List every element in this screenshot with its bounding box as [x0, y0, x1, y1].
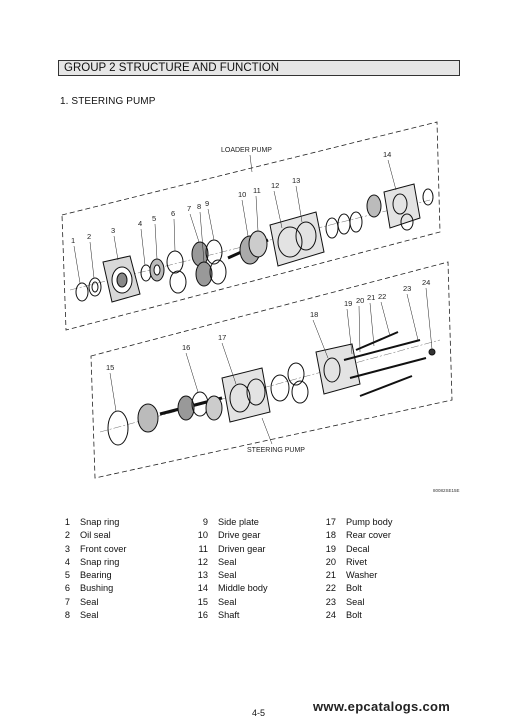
parts-list-item: 23 Seal	[325, 596, 365, 607]
figure-code: 80082SE15E	[433, 488, 460, 493]
parts-list-item: 21 Washer	[325, 570, 378, 581]
callout-15: 15	[106, 363, 115, 372]
callout-19: 19	[344, 299, 353, 308]
watermark: www.epcatalogs.com	[313, 699, 451, 714]
callout-23: 23	[403, 284, 412, 293]
page-number: 4-5	[252, 708, 266, 718]
steering-pump-boundary	[91, 262, 452, 478]
parts-list-item: 9 Side plate	[202, 517, 259, 527]
callout-1: 1	[71, 236, 76, 245]
section-title: 1. STEERING PUMP	[60, 96, 156, 107]
parts-list-item: 6 Bushing	[64, 583, 114, 594]
callout-3: 3	[111, 226, 116, 235]
parts-list-item: 17 Pump body	[325, 517, 393, 527]
callout-20: 20	[356, 296, 365, 305]
callout-13: 13	[292, 176, 301, 185]
parts-list-column-3	[318, 516, 392, 622]
parts-list-item: 22 Bolt	[325, 583, 362, 594]
loader-pump-label: LOADER PUMP	[221, 147, 272, 154]
callout-11: 11	[253, 186, 261, 195]
callout-7: 7	[187, 204, 192, 213]
parts-list-item: 11 Driven gear	[198, 543, 266, 554]
parts-list-item: 20 Rivet	[325, 556, 367, 567]
steering-pump-label: STEERING PUMP	[247, 447, 305, 454]
parts-list-item: 5 Bearing	[64, 570, 112, 581]
steering-pump-parts	[108, 332, 435, 445]
callout-12: 12	[271, 181, 280, 190]
callout-21: 21	[367, 293, 376, 302]
parts-list-item: 14 Middle body	[197, 583, 268, 594]
callout-6: 6	[171, 209, 176, 218]
parts-list-item: 4 Snap ring	[64, 556, 120, 567]
parts-list-item: 18 Rear cover	[325, 530, 391, 541]
parts-list-item: 12 Seal	[197, 556, 237, 567]
callout-9: 9	[205, 199, 210, 208]
parts-list-item: 3 Front cover	[64, 543, 127, 554]
group-header: GROUP 2 STRUCTURE AND FUNCTION	[58, 60, 460, 76]
callout-5: 5	[152, 214, 157, 223]
callout-24: 24	[422, 278, 431, 287]
parts-list-item: 13 Seal	[197, 570, 237, 581]
callout-18: 18	[310, 310, 319, 319]
parts-list-item: 19 Decal	[325, 543, 370, 554]
callout-4: 4	[138, 219, 143, 228]
parts-list-column-2	[190, 516, 268, 622]
parts-list-item: 2 Oil seal	[64, 530, 111, 541]
parts-list-item: 8 Seal	[64, 610, 99, 621]
parts-list-item: 10 Drive gear	[197, 530, 261, 541]
parts-list-item: 1 Snap ring	[64, 517, 120, 527]
parts-list-item: 15 Seal	[197, 596, 237, 607]
parts-list-item: 24 Bolt	[325, 610, 362, 621]
callout-17: 17	[218, 333, 227, 342]
parts-list-item: 16 Shaft	[197, 610, 240, 621]
callout-22: 22	[378, 292, 387, 301]
parts-list-item: 7 Seal	[64, 596, 99, 607]
callout-16: 16	[182, 343, 191, 352]
parts-list-column-1	[52, 516, 126, 622]
callout-10: 10	[238, 190, 247, 199]
callout-8: 8	[197, 202, 202, 211]
callout-2: 2	[87, 232, 92, 241]
callout-14: 14	[383, 150, 392, 159]
loader-pump-parts	[76, 184, 433, 302]
